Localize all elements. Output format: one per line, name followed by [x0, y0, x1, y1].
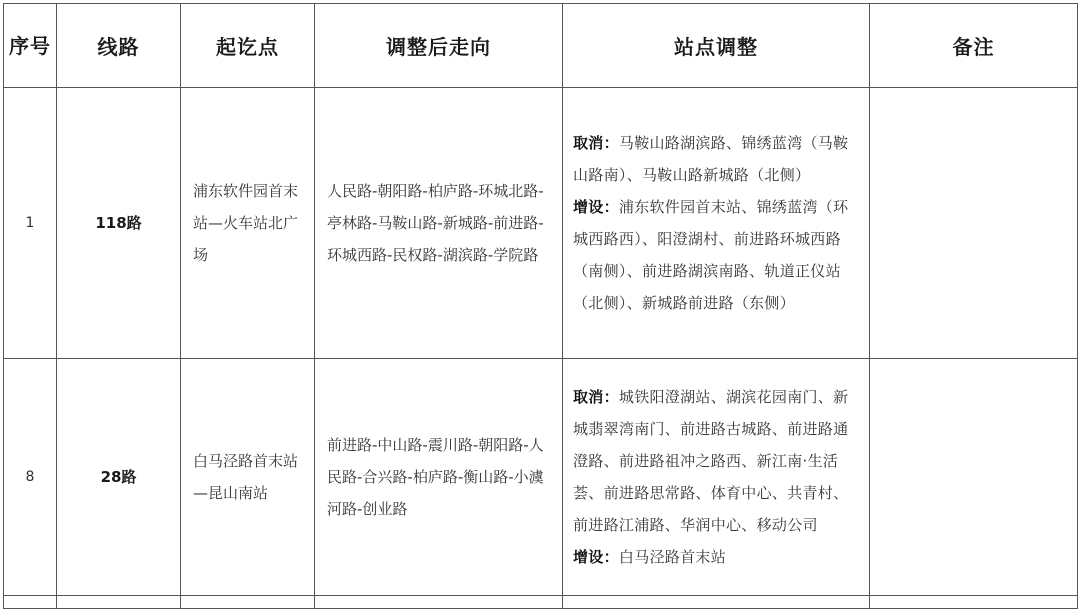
table-row [4, 359, 1078, 596]
route-adjustment-table [3, 3, 1078, 609]
add-text: 白马泾路首末站 [618, 548, 727, 566]
table-row-partial [4, 596, 1078, 609]
row-terminals: 浦东软件园首末站—火车站北广场 [181, 88, 315, 359]
header-remarks: 备注 [870, 4, 1078, 88]
row-line: 118路 [57, 88, 181, 359]
cancel-text: 城铁阳澄湖站、湖滨花园南门、新城翡翠湾南门、前进路古城路、前进路通澄路、前进路祖冲之路西、新江南·生活荟、前进路思常路、体育中心、共青村、前进路江浦路、华润中心、移动公司 [573, 388, 849, 534]
row-remarks [870, 88, 1078, 359]
row-stops [563, 359, 870, 596]
header-row [4, 4, 1078, 88]
row-line: 28路 [57, 359, 181, 596]
add-label: 增设： [573, 548, 619, 566]
row-direction: 前进路-中山路-震川路-朝阳路-人民路-合兴路-柏庐路-衡山路-小澞河路-创业路 [315, 359, 563, 596]
row-index: 8 [4, 359, 57, 596]
row-index: 1 [4, 88, 57, 359]
cancel-label: 取消： [573, 388, 619, 406]
header-terminals: 起讫点 [181, 4, 315, 88]
add-text: 浦东软件园首末站、锦绣蓝湾（环城西路西）、阳澄湖村、前进路环城西路（南侧）、前进路湖滨南路、轨道正仪站（北侧）、新城路前进路（东侧） [573, 198, 849, 312]
stops-cancel [573, 381, 861, 541]
header-direction: 调整后走向 [315, 4, 563, 88]
stops-add [573, 191, 861, 319]
stops-add [573, 541, 861, 573]
header-index: 序号 [4, 4, 57, 88]
table-row [4, 88, 1078, 359]
add-label: 增设： [573, 198, 619, 216]
header-line: 线路 [57, 4, 181, 88]
cancel-text: 马鞍山路湖滨路、锦绣蓝湾（马鞍山路南）、马鞍山路新城路（北侧） [573, 134, 849, 184]
row-direction: 人民路-朝阳路-柏庐路-环城北路-亭林路-马鞍山路-新城路-前进路-环城西路-民权路-湖滨路-学院路 [315, 88, 563, 359]
stops-cancel [573, 127, 861, 191]
cancel-label: 取消： [573, 134, 619, 152]
row-stops [563, 88, 870, 359]
row-terminals: 白马泾路首末站—昆山南站 [181, 359, 315, 596]
row-remarks [870, 359, 1078, 596]
header-stops: 站点调整 [563, 4, 870, 88]
